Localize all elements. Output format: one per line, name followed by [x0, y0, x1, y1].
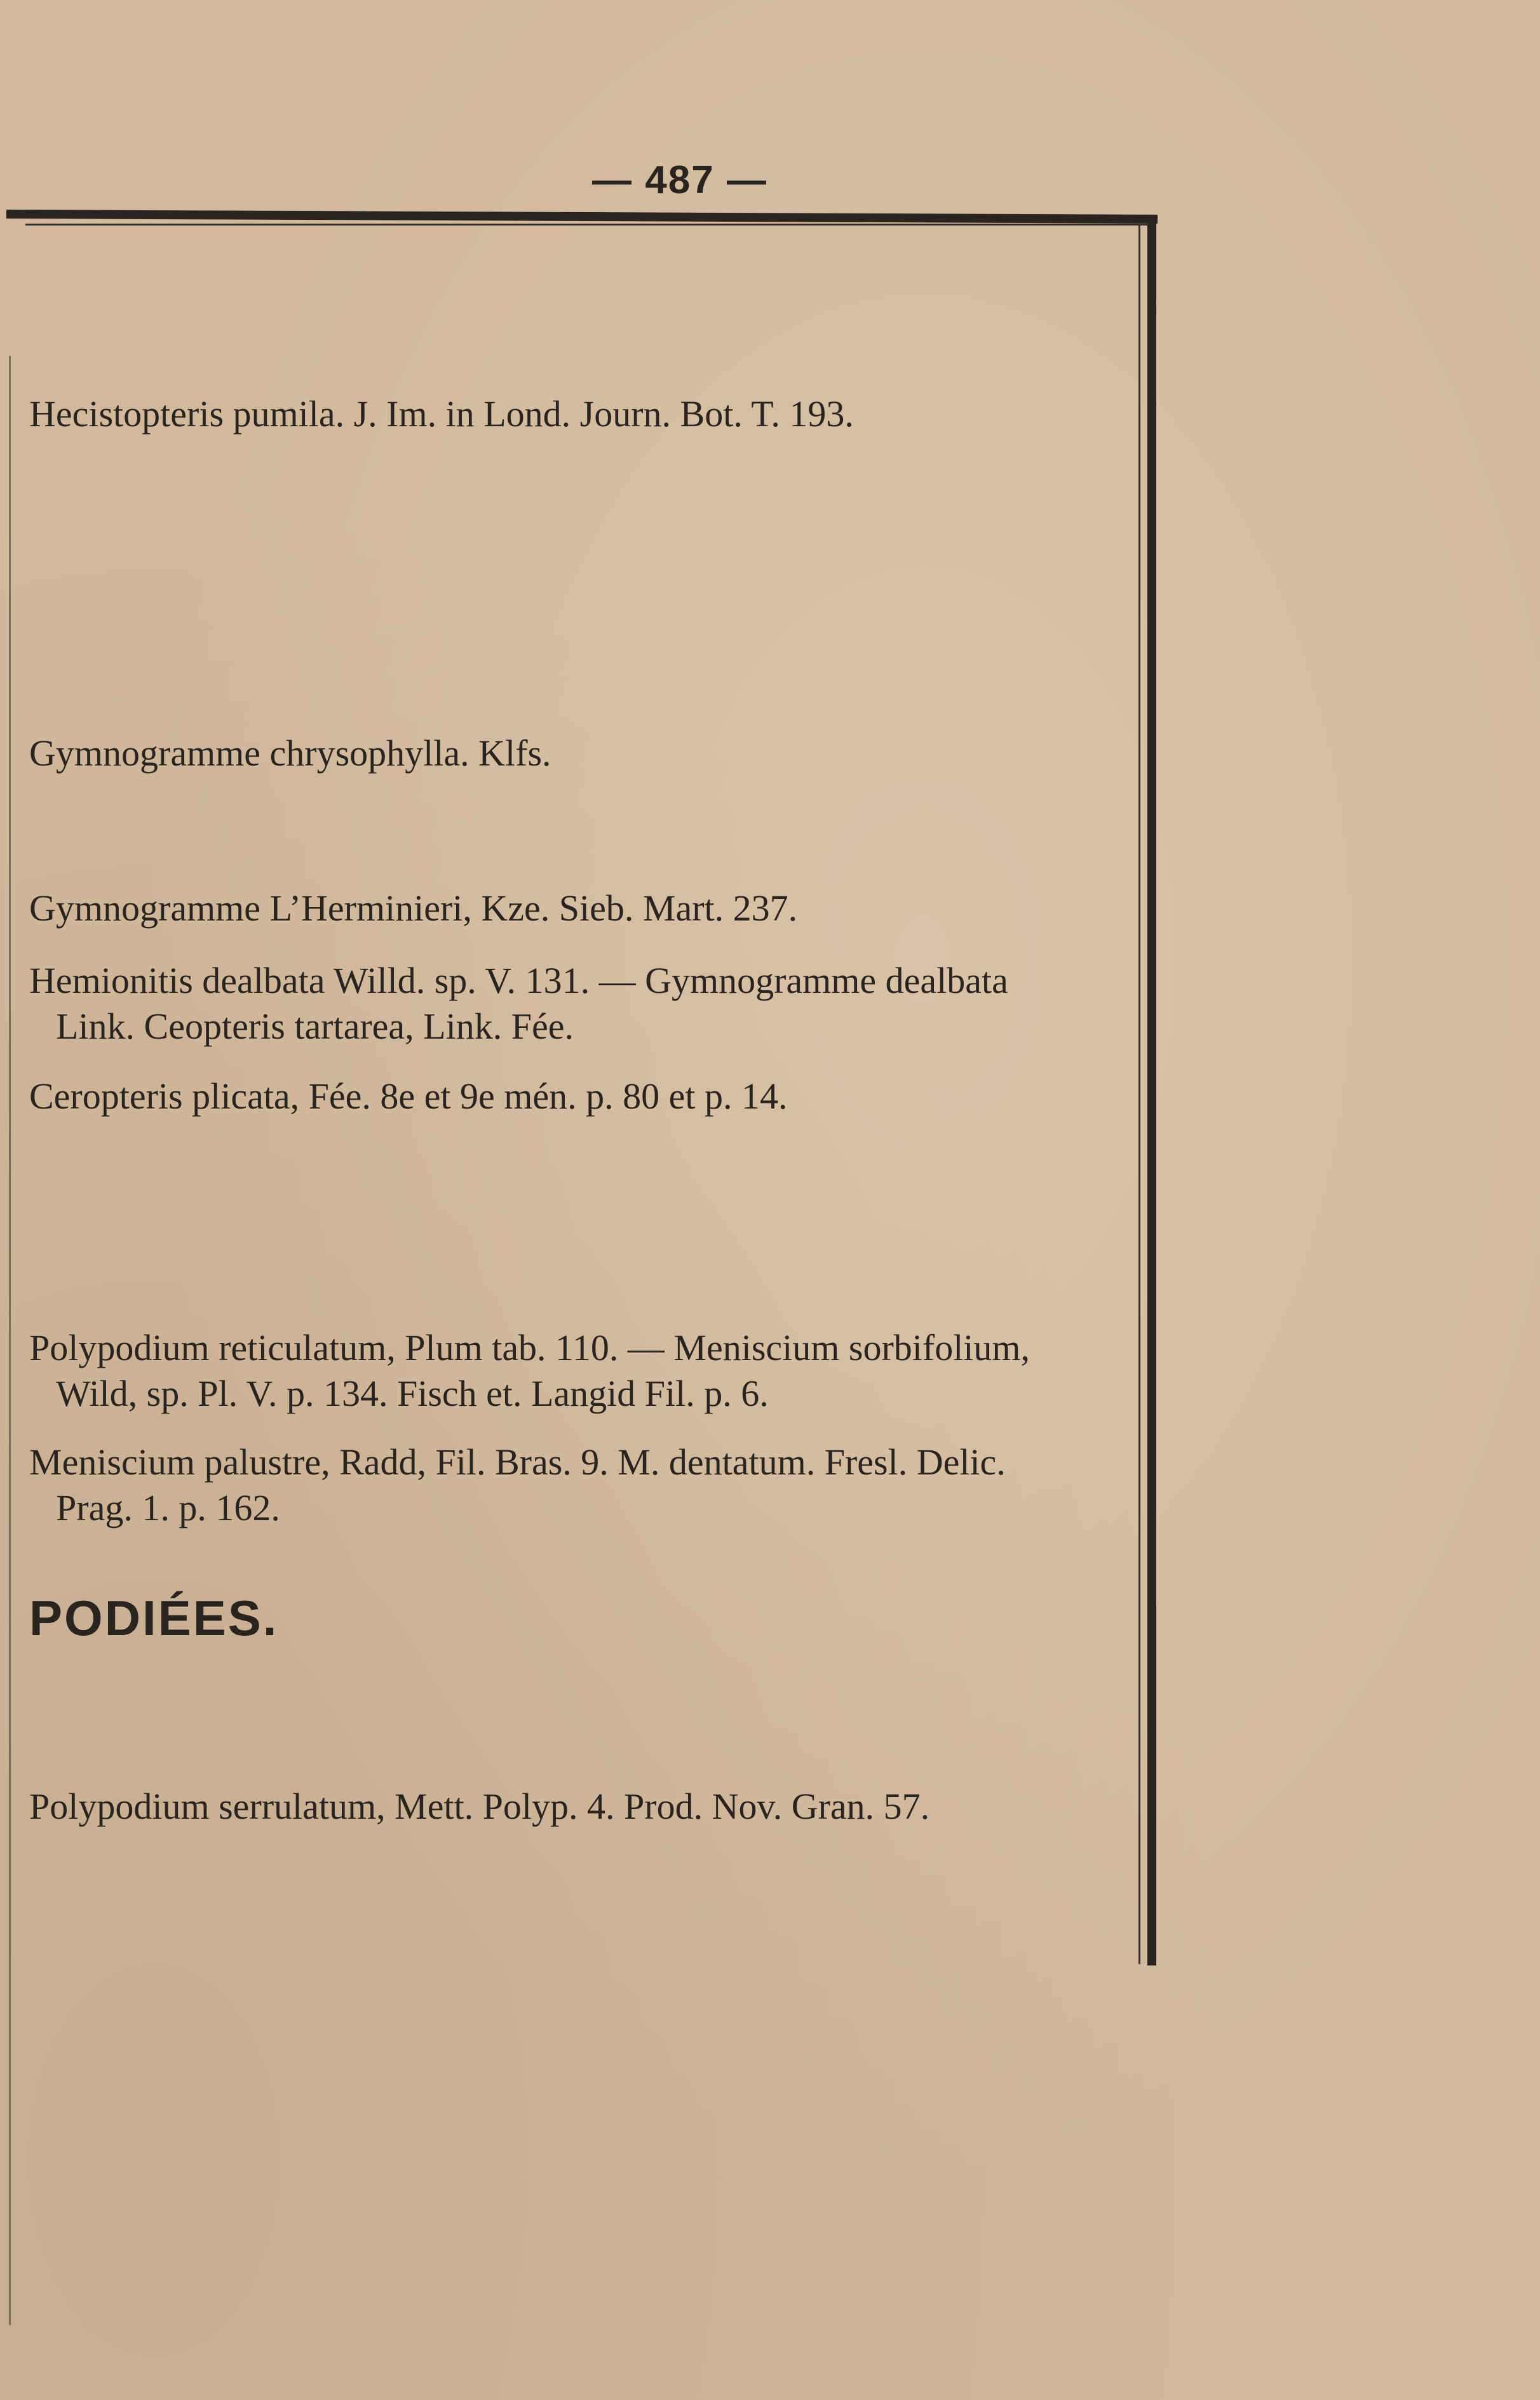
entry-gymnogramme-lherminieri [29, 886, 797, 931]
entry-ceropteris-plicata [29, 1074, 787, 1119]
entry-text: Hecistopteris pumila. J. Im. in Lond. Journ. Bot. T. 193. [29, 393, 854, 435]
entry-text: Ceropteris plicata, Fée. 8e et 9e mén. p. 80 et p. 14. [29, 1075, 788, 1117]
entry-continuation: Wild, sp. Pl. V. p. 134. Fisch et. Langid Fil. p. 6. [56, 1373, 769, 1414]
top-border-inner-rule [25, 224, 1154, 226]
entry-hemionitis-dealbata [29, 958, 1008, 1049]
right-border-rule [1147, 217, 1156, 1965]
right-border-inner-rule [1138, 224, 1140, 1964]
entry-continuation: Link. Ceopteris tartarea, Link. Fée. [56, 1006, 574, 1047]
entry-polypodium-reticulatum [29, 1325, 1030, 1417]
entry-continuation: Prag. 1. p. 162. [56, 1487, 280, 1528]
left-margin-line [9, 356, 11, 2325]
page-number: — 487 — [592, 158, 767, 202]
entry-gymnogramme-chrysophylla [29, 731, 551, 776]
entry-polypodium-serrulatum [29, 1784, 929, 1830]
entry-text: Gymnogramme chrysophylla. Klfs. [29, 732, 551, 774]
entry-text: Polypodium serrulatum, Mett. Polyp. 4. Prod. Nov. Gran. 57. [29, 1786, 930, 1827]
entry-text: Meniscium palustre, Radd, Fil. Bras. 9. M. dentatum. Fresl. Delic. [29, 1441, 1006, 1483]
entry-hecistopteris-pumila [29, 391, 854, 437]
entry-text: Gymnogramme L’Herminieri, Kze. Sieb. Mart. 237. [29, 887, 798, 929]
entry-text: Polypodium reticulatum, Plum tab. 110. — Meniscium sorbifolium, [29, 1327, 1030, 1368]
entry-meniscium-palustre [29, 1439, 1006, 1531]
section-heading: PODIÉES. [29, 1590, 279, 1646]
entry-text: Hemionitis dealbata Willd. sp. V. 131. — Gymnogramme dealbata [29, 960, 1008, 1001]
top-border-rule [6, 210, 1158, 224]
